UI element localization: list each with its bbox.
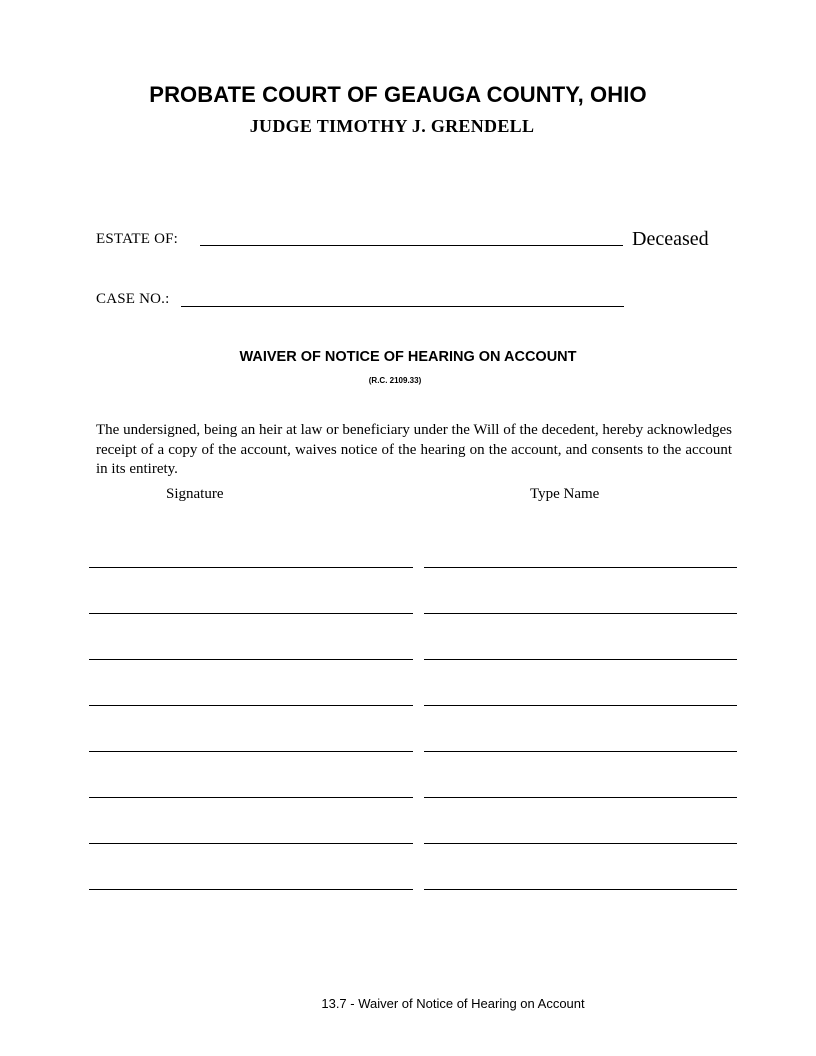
type-name-line[interactable] (424, 567, 737, 568)
type-name-line[interactable] (424, 843, 737, 844)
signature-line[interactable] (89, 705, 413, 706)
type-name-line[interactable] (424, 659, 737, 660)
judge-name: JUDGE TIMOTHY J. GRENDELL (249, 116, 535, 136)
court-title: PROBATE COURT OF GEAUGA COUNTY, OHIO (149, 82, 647, 107)
case-no-label: CASE NO.: (96, 291, 170, 307)
type-name-line[interactable] (424, 751, 737, 752)
form-title: WAIVER OF NOTICE OF HEARING ON ACCOUNT (239, 349, 577, 365)
waiver-statement: The undersigned, being an heir at law or beneficiary under the Will of the decedent, hereby acknowledges receipt of a copy of the account, waives notice of the hearing on the account, and consents to the account in its entirety. (96, 422, 732, 477)
type-name-line[interactable] (424, 797, 737, 798)
signature-line[interactable] (89, 843, 413, 844)
estate-of-field[interactable] (200, 245, 623, 246)
estate-of-label: ESTATE OF: (96, 231, 179, 247)
type-name-line[interactable] (424, 613, 737, 614)
statute-reference: (R.C. 2109.33) (368, 376, 422, 385)
form-footer: 13.7 - Waiver of Notice of Hearing on Account (321, 996, 585, 1011)
signature-line[interactable] (89, 659, 413, 660)
signature-line[interactable] (89, 797, 413, 798)
signature-line[interactable] (89, 567, 413, 568)
signature-line[interactable] (89, 889, 413, 890)
type-name-line[interactable] (424, 889, 737, 890)
case-no-field[interactable] (181, 306, 624, 307)
type-name-column-header: Type Name (530, 486, 600, 502)
signature-line[interactable] (89, 751, 413, 752)
type-name-line[interactable] (424, 705, 737, 706)
signature-line[interactable] (89, 613, 413, 614)
signature-column-header: Signature (166, 486, 224, 502)
deceased-label: Deceased (632, 228, 709, 250)
